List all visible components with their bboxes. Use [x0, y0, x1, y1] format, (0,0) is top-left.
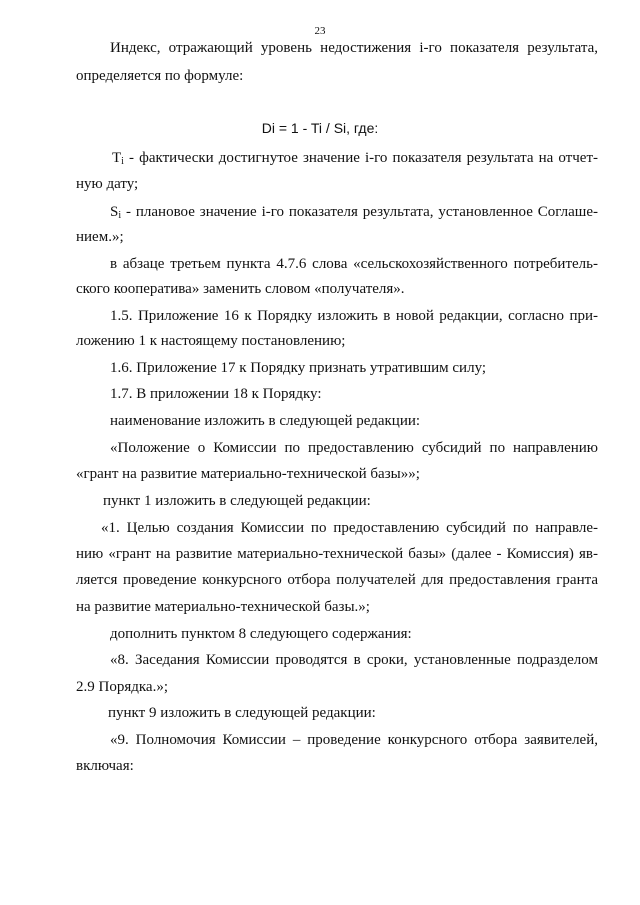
- ti-definition: - фактически достигнутое значение i-го показателя результата на отчет-: [123, 150, 598, 166]
- text-line: 1.5. Приложение 16 к Порядку изложить в новой редакции, согласно при-: [110, 308, 598, 324]
- text-line: на развитие материально-технической базы.»;: [76, 599, 370, 615]
- text-line: 1.7. В приложении 18 к Порядку:: [110, 386, 322, 402]
- text-line: пункт 1 изложить в следующей редакции:: [103, 493, 371, 509]
- ti-symbol: T: [112, 150, 122, 166]
- text-line: Индекс, отражающий уровень недостижения i-го показателя результата,: [110, 40, 598, 56]
- text-line: 1.6. Приложение 17 к Порядку признать утратившим силу;: [110, 360, 487, 376]
- text-line: включая:: [76, 758, 134, 774]
- text-line: «1. Целью создания Комиссии по предоставлению субсидий по направле-: [101, 520, 598, 536]
- text-line: «9. Полномочия Комиссии – проведение конкурсного отбора заявителей,: [110, 732, 598, 748]
- text-line: «8. Заседания Комиссии проводятся в сроки, установленные подразделом: [110, 652, 598, 668]
- text-line: [112, 148, 598, 168]
- text-line: определяется по формуле:: [76, 68, 244, 84]
- page-number: 23: [314, 25, 326, 37]
- text-line: [110, 202, 598, 222]
- text-line: ского кооператива» заменить словом «получателя».: [76, 281, 405, 297]
- text-line: ложению 1 к настоящему постановлению;: [76, 333, 346, 349]
- text-line: нием.»;: [76, 229, 124, 245]
- text-line: нию «грант на развитие материально-технической базы» (далее - Комиссия) яв-: [76, 546, 598, 562]
- si-symbol: S: [110, 204, 119, 220]
- text-line: пункт 9 изложить в следующей редакции:: [108, 705, 376, 721]
- si-definition: - плановое значение i-го показателя результата, установленное Соглаше-: [121, 204, 598, 220]
- text-line: дополнить пунктом 8 следующего содержания:: [110, 626, 412, 642]
- text-line: в абзаце третьем пункта 4.7.6 слова «сельскохозяйственного потребитель-: [110, 256, 598, 272]
- ti-subscript: i: [121, 156, 124, 167]
- si-subscript: i: [118, 210, 122, 221]
- text-line: ляется проведение конкурсного отбора получателей для предоставления гранта: [76, 572, 598, 588]
- text-line: «грант на развитие материально-технической базы»»;: [76, 466, 420, 482]
- text-line: ную дату;: [76, 176, 139, 192]
- formula: Di = 1 - Ti / Si, где:: [261, 120, 379, 136]
- text-line: «Положение о Комиссии по предоставлению субсидий по направлению: [110, 440, 598, 456]
- text-line: наименование изложить в следующей редакции:: [110, 413, 421, 429]
- text-line: 2.9 Порядка.»;: [76, 679, 168, 695]
